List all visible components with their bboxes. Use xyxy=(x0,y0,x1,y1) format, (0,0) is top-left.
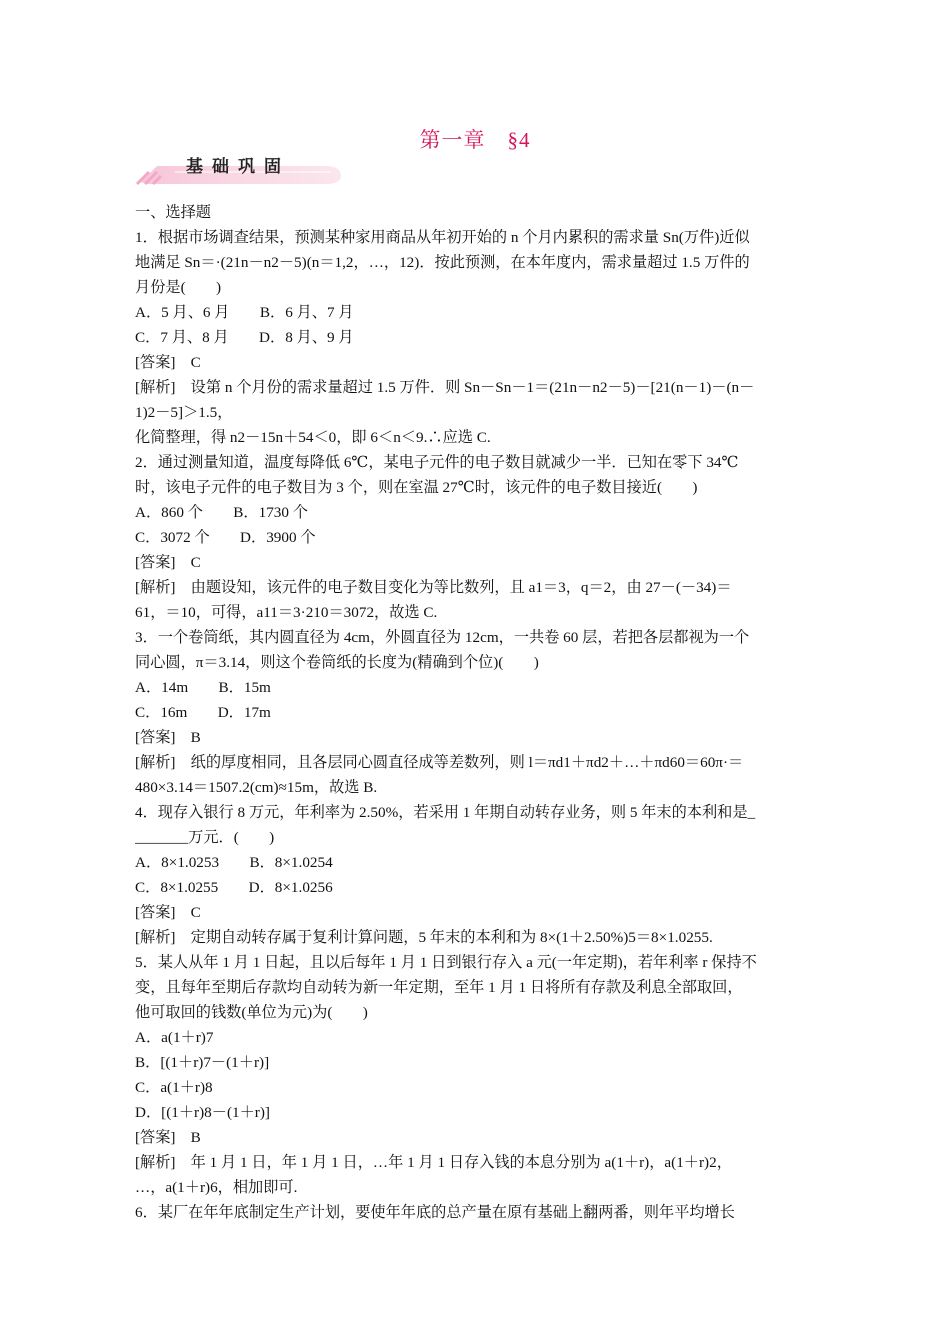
text-line: A．a(1＋r)7 xyxy=(135,1029,214,1046)
text-line: 480×3.14＝1507.2(cm)≈15m，故选 B. xyxy=(135,779,378,796)
text-line: [答案] B xyxy=(135,729,201,746)
text-line: 5．某人从年 1 月 1 日起，且以后每年 1 月 1 日到银行存入 a 元(一年定期)，若年利率 r 保持不 xyxy=(135,954,757,971)
text-line: B．[(1＋r)7－(1＋r)] xyxy=(135,1054,270,1071)
text-line: 同心圆，π＝3.14，则这个卷筒纸的长度为(精确到个位)( ) xyxy=(135,654,539,671)
text-line: A．14m B．15m xyxy=(135,679,271,696)
text-line: C．a(1＋r)8 xyxy=(135,1079,213,1096)
text-line: 地满足 Sn＝·(21n－n2－5)(n＝1,2，…，12)．按此预测，在本年度内，需求量超过 1.5 万件的 xyxy=(135,254,750,271)
text-line: 他可取回的钱数(单位为元)为( ) xyxy=(135,1004,368,1021)
document-body xyxy=(135,200,815,1225)
text-line: [解析] 设第 n 个月份的需求量超过 1.5 万件．则 Sn－Sn－1＝(21n－n2－5)－[21(n－1)－(n－ xyxy=(135,379,755,396)
text-line: [答案] C xyxy=(135,554,201,571)
section-banner-label: 基础巩固 xyxy=(186,157,290,177)
text-line: [解析] 年 1 月 1 日，年 1 月 1 日，…年 1 月 1 日存入钱的本息分别为 a(1＋r)，a(1＋r)2， xyxy=(135,1154,732,1171)
text-line: C．7 月、8 月 D．8 月、9 月 xyxy=(135,329,354,346)
text-line: A．5 月、6 月 B．6 月、7 月 xyxy=(135,304,354,321)
text-line: _______万元．( ) xyxy=(135,829,275,846)
text-line: 4．现存入银行 8 万元，年利率为 2.50%，若采用 1 年期自动转存业务，则 5 年末的本利和是_ xyxy=(135,804,756,821)
text-line: 月份是( ) xyxy=(135,279,222,296)
text-line: 1．根据市场调查结果，预测某种家用商品从年初开始的 n 个月内累积的需求量 Sn(万件)近似 xyxy=(135,229,750,246)
text-line: [解析] 定期自动转存属于复利计算问题，5 年末的本利和为 8×(1＋2.50%)5＝8×1.0255. xyxy=(135,929,713,946)
text-line: [解析] 纸的厚度相同，且各层同心圆直径成等差数列，则 l＝πd1＋πd2＋…＋πd60＝60π·＝ xyxy=(135,754,744,771)
text-line: 61，＝10，可得，a11＝3·210＝3072，故选 C. xyxy=(135,604,438,621)
text-line: 变，且每年至期后存款均自动转为新一年定期，至年 1 月 1 日将所有存款及利息全部取回， xyxy=(135,979,743,996)
text-line: [答案] C xyxy=(135,354,201,371)
text-line: C．3072 个 D．3900 个 xyxy=(135,529,316,546)
text-line: C．8×1.0255 D．8×1.0256 xyxy=(135,879,333,896)
page-title: 第一章 §4 xyxy=(419,128,531,152)
text-line: 2．通过测量知道，温度每降低 6℃，某电子元件的电子数目就减少一半．已知在零下 34℃ xyxy=(135,454,739,471)
text-line: 化简整理，得 n2－15n＋54＜0，即 6＜n＜9.∴应选 C. xyxy=(135,429,491,446)
text-line: [答案] B xyxy=(135,1129,201,1146)
text-line: [答案] C xyxy=(135,904,201,921)
text-line: …，a(1＋r)6，相加即可. xyxy=(135,1179,298,1196)
text-line: 1)2－5]＞1.5， xyxy=(135,404,233,421)
text-line: 时，该电子元件的电子数目为 3 个，则在室温 27℃时，该元件的电子数目接近( ) xyxy=(135,479,698,496)
text-line: 6．某厂在年年底制定生产计划，要使年年底的总产量在原有基础上翻两番，则年平均增长 xyxy=(135,1204,735,1221)
text-line: [解析] 由题设知，该元件的电子数目变化为等比数列，且 a1＝3，q＝2，由 27－(－34)＝ xyxy=(135,579,732,596)
text-line: C．16m D．17m xyxy=(135,704,271,721)
text-line: 一、选择题 xyxy=(135,204,211,221)
text-line: D．[(1＋r)8－(1＋r)] xyxy=(135,1104,270,1121)
text-line: 3．一个卷筒纸，其内圆直径为 4cm，外圆直径为 12cm，一共卷 60 层，若把各层都视为一个 xyxy=(135,629,750,646)
text-line: A．860 个 B．1730 个 xyxy=(135,504,308,521)
text-line: A．8×1.0253 B．8×1.0254 xyxy=(135,854,333,871)
